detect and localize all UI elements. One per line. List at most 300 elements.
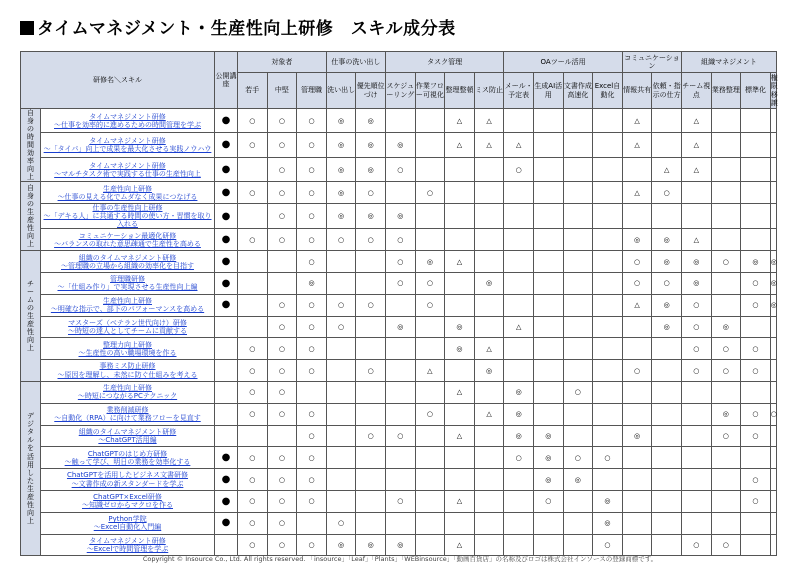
course-name-link[interactable]: ChatGPTのはじめ方研修 xyxy=(87,449,168,458)
skill-mark-cell xyxy=(563,229,593,251)
skill-column-header: 中堅 xyxy=(267,73,297,109)
course-link-cell[interactable] xyxy=(41,182,215,204)
skill-mark-cell xyxy=(622,338,652,360)
course-link-cell[interactable] xyxy=(41,534,215,556)
skill-mark-cell xyxy=(741,316,771,338)
skill-mark-cell: ◎ xyxy=(356,534,386,556)
skill-group-header: タスク管理 xyxy=(385,52,503,73)
skill-mark-cell: ○ xyxy=(297,251,327,273)
skill-mark-cell xyxy=(326,360,356,382)
skill-mark-cell xyxy=(533,403,563,425)
skill-mark-cell xyxy=(326,425,356,447)
course-subtitle-link[interactable]: ～生産性の高い職場環境を作る xyxy=(78,348,177,357)
skill-mark-cell xyxy=(741,182,771,204)
skill-mark-cell: ○ xyxy=(533,490,563,512)
skill-mark-cell: ◎ xyxy=(445,316,475,338)
skill-mark-cell xyxy=(770,182,776,204)
skill-mark-cell: ○ xyxy=(326,229,356,251)
skill-mark-cell: ◎ xyxy=(622,425,652,447)
skill-mark-cell xyxy=(563,403,593,425)
skill-mark-cell: △ xyxy=(445,534,475,556)
skill-mark-cell: ○ xyxy=(267,403,297,425)
course-name-link[interactable]: 組織のタイムマネジメント研修 xyxy=(78,427,177,436)
skill-mark-cell xyxy=(267,272,297,294)
course-name-link[interactable]: 生産性向上研修 xyxy=(103,384,152,393)
skill-mark-cell: ○ xyxy=(711,251,741,273)
skill-mark-cell xyxy=(770,534,776,556)
skill-group-header: 組織マネジメント xyxy=(681,52,776,73)
skill-mark-cell: ○ xyxy=(297,109,327,133)
skill-mark-cell xyxy=(474,425,504,447)
skill-mark-cell: ◎ xyxy=(326,182,356,204)
skill-mark-cell: ◎ xyxy=(326,133,356,157)
course-name-link[interactable]: 整理力向上研修 xyxy=(103,340,152,349)
skill-mark-cell xyxy=(504,512,534,534)
skill-mark-cell xyxy=(652,109,682,133)
table-row xyxy=(21,272,777,294)
course-name-link[interactable]: タイムマネジメント研修 xyxy=(89,161,166,170)
course-name-link[interactable]: ChatGPT×Excel研修 xyxy=(93,493,162,502)
course-link-cell[interactable] xyxy=(41,157,215,181)
skill-mark-cell xyxy=(770,157,776,181)
skill-mark-cell: ○ xyxy=(385,425,415,447)
skill-mark-cell xyxy=(445,272,475,294)
skill-mark-cell: ○ xyxy=(415,294,445,316)
skill-mark-cell: △ xyxy=(445,381,475,403)
skill-group-header: コミュニケーション xyxy=(622,52,681,73)
course-link-cell[interactable] xyxy=(41,229,215,251)
category-label: 自身の時間効率向上 xyxy=(27,109,34,182)
skill-mark-cell: ○ xyxy=(267,338,297,360)
skill-mark-cell: ○ xyxy=(297,490,327,512)
skill-column-header: 標準化 xyxy=(741,73,771,109)
skill-mark-cell xyxy=(770,316,776,338)
skill-mark-cell xyxy=(711,294,741,316)
skill-mark-cell: △ xyxy=(474,109,504,133)
skill-mark-cell: ◎ xyxy=(593,490,623,512)
skill-column-header: 権限移譲 xyxy=(770,74,778,107)
course-subtitle-link[interactable]: ～「タイパ」向上で成果を最大化させる実践ノウハウ xyxy=(43,145,212,154)
skill-mark-cell xyxy=(563,338,593,360)
skill-mark-cell xyxy=(504,109,534,133)
course-name-link[interactable]: 仕事の生産性向上研修 xyxy=(92,204,163,213)
skill-mark-cell: ◎ xyxy=(385,204,415,229)
skill-mark-cell xyxy=(445,182,475,204)
category-cell xyxy=(21,109,41,182)
skill-mark-cell: ○ xyxy=(297,447,327,469)
skill-mark-cell: ○ xyxy=(238,469,268,491)
course-name-link[interactable]: 事務ミス防止研修 xyxy=(99,362,156,371)
public-course-header: 公開講座 xyxy=(215,52,238,109)
skill-mark-cell xyxy=(356,381,386,403)
course-name-link[interactable]: Python学院 xyxy=(108,515,147,524)
skill-mark-cell: ○ xyxy=(415,403,445,425)
skill-mark-cell xyxy=(652,534,682,556)
course-link-cell[interactable] xyxy=(41,109,215,133)
skill-mark-cell xyxy=(593,294,623,316)
course-link-cell[interactable] xyxy=(41,316,215,338)
category-cell xyxy=(21,182,41,251)
skill-mark-cell xyxy=(593,316,623,338)
skill-mark-cell xyxy=(622,447,652,469)
skill-mark-cell xyxy=(711,490,741,512)
skill-mark-cell: ○ xyxy=(681,338,711,360)
course-subtitle-link[interactable]: ～触って学び、明日の業務を効率化する xyxy=(64,457,191,466)
skill-matrix-table xyxy=(20,51,777,556)
skill-mark-cell xyxy=(770,204,776,229)
skill-mark-cell xyxy=(267,251,297,273)
skill-mark-cell: ◎ xyxy=(326,157,356,181)
skill-mark-cell: ○ xyxy=(297,425,327,447)
skill-mark-cell: ◎ xyxy=(445,338,475,360)
skill-mark-cell: ○ xyxy=(563,381,593,403)
skill-mark-cell xyxy=(504,338,534,360)
skill-mark-cell: ◎ xyxy=(504,381,534,403)
skill-mark-cell: ○ xyxy=(652,182,682,204)
skill-mark-cell: ◎ xyxy=(474,272,504,294)
course-subtitle-link[interactable]: ～管理職の立場から組織の効率化を目指す xyxy=(61,261,194,270)
skill-mark-cell xyxy=(593,469,623,491)
skill-mark-cell: ◎ xyxy=(297,272,327,294)
table-row xyxy=(21,294,777,316)
skill-mark-cell xyxy=(533,316,563,338)
skill-mark-cell: ○ xyxy=(415,272,445,294)
skill-mark-cell xyxy=(474,229,504,251)
skill-mark-cell: ○ xyxy=(681,534,711,556)
skill-column-header: 整理整頓 xyxy=(445,73,475,109)
skill-mark-cell xyxy=(593,182,623,204)
category-label: デジタルを活用した生産性向上 xyxy=(27,412,34,525)
skill-mark-cell xyxy=(711,157,741,181)
course-link-cell[interactable] xyxy=(41,490,215,512)
skill-mark-cell xyxy=(238,294,268,316)
table-row xyxy=(21,229,777,251)
public-course-mark xyxy=(215,316,238,338)
course-name-link[interactable]: タイムマネジメント研修 xyxy=(89,112,166,121)
skill-mark-cell: ◎ xyxy=(652,229,682,251)
course-subtitle-link[interactable]: ～マルチタスク術で実践する仕事の生産性向上 xyxy=(54,169,201,178)
course-link-cell[interactable] xyxy=(41,133,215,157)
skill-mark-cell: ○ xyxy=(238,534,268,556)
skill-column-header: 生成AI活用 xyxy=(533,73,563,109)
public-course-mark: ● xyxy=(215,229,238,251)
course-subtitle-link[interactable]: ～知識ゼロからマクロを作る xyxy=(82,501,173,510)
skill-mark-cell xyxy=(770,512,776,534)
public-course-mark: ● xyxy=(215,182,238,204)
skill-mark-cell xyxy=(770,133,776,157)
skill-mark-cell xyxy=(711,512,741,534)
public-course-mark xyxy=(215,403,238,425)
skill-mark-cell xyxy=(238,425,268,447)
skill-mark-cell: ◎ xyxy=(593,512,623,534)
skill-column-header: 洗い出し xyxy=(326,73,356,109)
skill-mark-cell xyxy=(533,251,563,273)
course-link-cell[interactable] xyxy=(41,447,215,469)
skill-group-header: 対象者 xyxy=(238,52,327,73)
course-name-link[interactable]: タイムマネジメント研修 xyxy=(89,536,166,545)
skill-mark-cell: ○ xyxy=(385,229,415,251)
skill-mark-cell xyxy=(593,109,623,133)
skill-mark-cell: △ xyxy=(415,360,445,382)
course-link-cell[interactable] xyxy=(41,204,215,229)
page-title-text: タイムマネジメント・生産性向上研修 スキル成分表 xyxy=(37,19,456,39)
skill-mark-cell: ○ xyxy=(741,338,771,360)
skill-mark-cell xyxy=(385,338,415,360)
skill-mark-cell: ◎ xyxy=(385,133,415,157)
skill-mark-cell xyxy=(741,204,771,229)
course-subtitle-link[interactable]: ～原因を理解し、未然に防ぐ仕組みを考える xyxy=(57,370,198,379)
course-link-cell[interactable] xyxy=(41,338,215,360)
course-subtitle-link[interactable]: ～バランスの取れた意思疎通で生産性を高める xyxy=(54,239,201,248)
skill-mark-cell: ◎ xyxy=(533,469,563,491)
skill-mark-cell xyxy=(356,316,386,338)
skill-mark-cell: △ xyxy=(681,109,711,133)
skill-mark-cell xyxy=(474,182,504,204)
course-subtitle-link[interactable]: ～Excelで時間管理を学ぶ xyxy=(86,544,169,553)
skill-mark-cell xyxy=(385,512,415,534)
skill-mark-cell xyxy=(652,338,682,360)
skill-mark-cell xyxy=(563,157,593,181)
skill-mark-cell xyxy=(593,425,623,447)
course-subtitle-link[interactable]: ～時短につながるPCテクニック xyxy=(77,392,178,401)
course-link-cell[interactable] xyxy=(41,251,215,273)
skill-mark-cell: ○ xyxy=(741,294,771,316)
skill-mark-cell xyxy=(474,316,504,338)
skill-mark-cell xyxy=(385,381,415,403)
skill-mark-cell: ○ xyxy=(297,294,327,316)
skill-mark-cell xyxy=(652,512,682,534)
course-subtitle-link[interactable]: ～仕事を効率的に進めるための時間管理を学ぶ xyxy=(54,120,201,129)
skill-group-header: OAツール活用 xyxy=(504,52,622,73)
skill-mark-cell xyxy=(711,469,741,491)
skill-mark-cell xyxy=(356,338,386,360)
skill-mark-cell xyxy=(415,425,445,447)
public-course-mark: ● xyxy=(215,469,238,491)
course-subtitle-link[interactable]: ～自動化（RPA）に向けて業務フローを見直す xyxy=(54,414,201,423)
skill-mark-cell: ○ xyxy=(297,469,327,491)
skill-mark-cell xyxy=(474,381,504,403)
public-course-mark: ● xyxy=(215,512,238,534)
course-link-cell[interactable] xyxy=(41,469,215,491)
skill-mark-cell xyxy=(711,109,741,133)
skill-mark-cell xyxy=(238,272,268,294)
skill-mark-cell: ◎ xyxy=(504,403,534,425)
skill-mark-cell xyxy=(622,512,652,534)
skill-mark-cell: ○ xyxy=(297,133,327,157)
skill-mark-cell xyxy=(326,381,356,403)
public-course-mark: ● xyxy=(215,204,238,229)
skill-mark-cell xyxy=(385,447,415,469)
public-course-mark: ● xyxy=(215,447,238,469)
table-row xyxy=(21,204,777,229)
course-link-cell[interactable] xyxy=(41,294,215,316)
skill-mark-cell xyxy=(681,425,711,447)
skill-mark-cell xyxy=(711,381,741,403)
skill-mark-cell: ○ xyxy=(267,294,297,316)
skill-mark-cell xyxy=(445,360,475,382)
skill-mark-cell: ○ xyxy=(385,251,415,273)
skill-mark-cell xyxy=(356,251,386,273)
skill-mark-cell: ◎ xyxy=(652,294,682,316)
skill-mark-cell xyxy=(652,381,682,403)
course-link-cell[interactable] xyxy=(41,512,215,534)
course-name-link[interactable]: 組織のタイムマネジメント研修 xyxy=(78,253,177,262)
skill-mark-cell xyxy=(415,381,445,403)
skill-mark-cell: ◎ xyxy=(415,251,445,273)
skill-matrix-body xyxy=(21,109,777,556)
skill-mark-cell xyxy=(385,403,415,425)
skill-mark-cell xyxy=(326,403,356,425)
course-name-link[interactable]: タイムマネジメント研修 xyxy=(89,137,166,146)
course-subtitle-link[interactable]: ～文書作成の新スタンダードを学ぶ xyxy=(71,479,184,488)
table-row xyxy=(21,512,777,534)
skill-mark-cell xyxy=(563,316,593,338)
skill-mark-cell xyxy=(474,251,504,273)
course-subtitle-link[interactable]: ～時短の達人としてチームに貢献する xyxy=(68,326,187,335)
skill-mark-cell xyxy=(711,133,741,157)
skill-mark-cell: ○ xyxy=(267,381,297,403)
skill-mark-cell: △ xyxy=(445,251,475,273)
course-name-link[interactable]: マスターズ（ベテラン世代向け）研修 xyxy=(68,318,187,327)
skill-mark-cell: ◎ xyxy=(504,425,534,447)
skill-mark-cell xyxy=(563,272,593,294)
skill-mark-cell: ○ xyxy=(741,490,771,512)
skill-mark-cell: ○ xyxy=(356,294,386,316)
course-name-link[interactable]: 管理職研修 xyxy=(110,275,145,284)
course-link-cell[interactable] xyxy=(41,381,215,403)
skill-mark-cell xyxy=(652,360,682,382)
course-link-cell[interactable] xyxy=(41,360,215,382)
table-row xyxy=(21,182,777,204)
skill-column-header: 情報共有 xyxy=(622,73,652,109)
skill-mark-cell xyxy=(504,469,534,491)
course-name-link[interactable]: 業務削減研修 xyxy=(106,406,149,415)
skill-mark-cell xyxy=(593,204,623,229)
skill-mark-cell xyxy=(533,204,563,229)
public-course-mark xyxy=(215,360,238,382)
skill-mark-cell xyxy=(681,403,711,425)
category-label: チームの生産性向上 xyxy=(27,279,34,353)
skill-mark-cell xyxy=(622,157,652,181)
course-subtitle-link[interactable]: ～ChatGPT活用編 xyxy=(98,435,157,444)
skill-mark-cell: ○ xyxy=(741,360,771,382)
skill-mark-cell xyxy=(415,469,445,491)
course-name-link[interactable]: コミュニケーション最適化研修 xyxy=(78,231,177,240)
skill-mark-cell: ○ xyxy=(326,316,356,338)
skill-mark-cell: ○ xyxy=(711,534,741,556)
skill-mark-cell xyxy=(238,204,268,229)
skill-mark-cell: ○ xyxy=(622,360,652,382)
skill-mark-cell: ○ xyxy=(267,182,297,204)
skill-mark-cell: ○ xyxy=(267,316,297,338)
skill-mark-cell: ○ xyxy=(326,294,356,316)
skill-mark-cell: ○ xyxy=(741,403,771,425)
skill-mark-cell xyxy=(504,229,534,251)
skill-mark-cell xyxy=(741,381,771,403)
table-row xyxy=(21,360,777,382)
course-link-cell[interactable] xyxy=(41,425,215,447)
skill-mark-cell: ○ xyxy=(238,338,268,360)
category-cell xyxy=(21,381,41,555)
skill-mark-cell xyxy=(445,403,475,425)
skill-mark-cell: ○ xyxy=(297,316,327,338)
skill-mark-cell xyxy=(533,294,563,316)
skill-mark-cell: ◎ xyxy=(770,251,776,273)
category-label: 自身の生産性向上 xyxy=(27,184,34,249)
skill-mark-cell: ○ xyxy=(297,534,327,556)
skill-mark-cell xyxy=(770,109,776,133)
skill-mark-cell xyxy=(770,469,776,491)
skill-mark-cell xyxy=(415,447,445,469)
skill-mark-cell: ○ xyxy=(711,338,741,360)
skill-mark-cell: ◎ xyxy=(533,425,563,447)
skill-mark-cell: △ xyxy=(622,133,652,157)
skill-column-header: 作業フロー可視化 xyxy=(415,73,445,109)
skill-column-header: メール・予定表 xyxy=(504,73,534,109)
skill-mark-cell xyxy=(563,251,593,273)
skill-mark-cell: ○ xyxy=(267,360,297,382)
table-row xyxy=(21,338,777,360)
skill-mark-cell: ○ xyxy=(711,360,741,382)
skill-mark-cell xyxy=(622,403,652,425)
skill-mark-cell: ○ xyxy=(681,360,711,382)
skill-mark-cell: ○ xyxy=(267,157,297,181)
skill-mark-cell: ○ xyxy=(770,403,776,425)
public-course-mark: ● xyxy=(215,157,238,181)
skill-mark-cell xyxy=(593,403,623,425)
course-subtitle-link[interactable]: ～「デキる人」に共通する時間の使い方・習慣を取り入れる xyxy=(43,212,212,229)
course-name-link[interactable]: ChatGPTを活用したビジネス文書研修 xyxy=(66,471,189,480)
skill-mark-cell: ○ xyxy=(238,403,268,425)
skill-mark-cell: ○ xyxy=(267,109,297,133)
skill-mark-cell xyxy=(593,251,623,273)
course-subtitle-link[interactable]: ～明確な指示で、部下のパフォーマンスを高める xyxy=(50,305,205,314)
skill-mark-cell: △ xyxy=(622,182,652,204)
skill-mark-cell: ○ xyxy=(652,272,682,294)
skill-mark-cell: ○ xyxy=(297,157,327,181)
skill-mark-cell: ○ xyxy=(267,133,297,157)
skill-mark-cell: △ xyxy=(445,109,475,133)
course-subtitle-link[interactable]: ～仕事の見える化でムダなく成果につなげる xyxy=(57,192,198,201)
skill-mark-cell xyxy=(415,157,445,181)
skill-mark-cell xyxy=(533,512,563,534)
public-course-mark xyxy=(215,425,238,447)
table-row xyxy=(21,316,777,338)
skill-mark-cell xyxy=(770,425,776,447)
page-title xyxy=(20,14,456,40)
course-name-link[interactable]: 生産性向上研修 xyxy=(103,297,152,306)
skill-mark-cell xyxy=(770,360,776,382)
skill-column-header: 業務整理 xyxy=(711,73,741,109)
course-subtitle-link[interactable]: ～Excel自動化入門編 xyxy=(93,523,162,532)
course-link-cell[interactable] xyxy=(41,272,215,294)
header-group-row xyxy=(21,52,777,73)
skill-mark-cell: ○ xyxy=(297,360,327,382)
skill-mark-cell xyxy=(711,447,741,469)
skill-mark-cell xyxy=(741,109,771,133)
skill-mark-cell: ○ xyxy=(356,229,386,251)
course-subtitle-link[interactable]: ～「仕組み作り」で実現させる生産性向上編 xyxy=(57,283,198,292)
skill-mark-cell: ○ xyxy=(504,157,534,181)
skill-mark-cell: ○ xyxy=(238,109,268,133)
skill-mark-cell: ○ xyxy=(238,447,268,469)
skill-mark-cell: ○ xyxy=(622,251,652,273)
skill-mark-cell: ○ xyxy=(356,182,386,204)
course-name-link[interactable]: 生産性向上研修 xyxy=(103,184,152,193)
course-link-cell[interactable] xyxy=(41,403,215,425)
skill-mark-cell xyxy=(681,182,711,204)
skill-mark-cell xyxy=(385,360,415,382)
